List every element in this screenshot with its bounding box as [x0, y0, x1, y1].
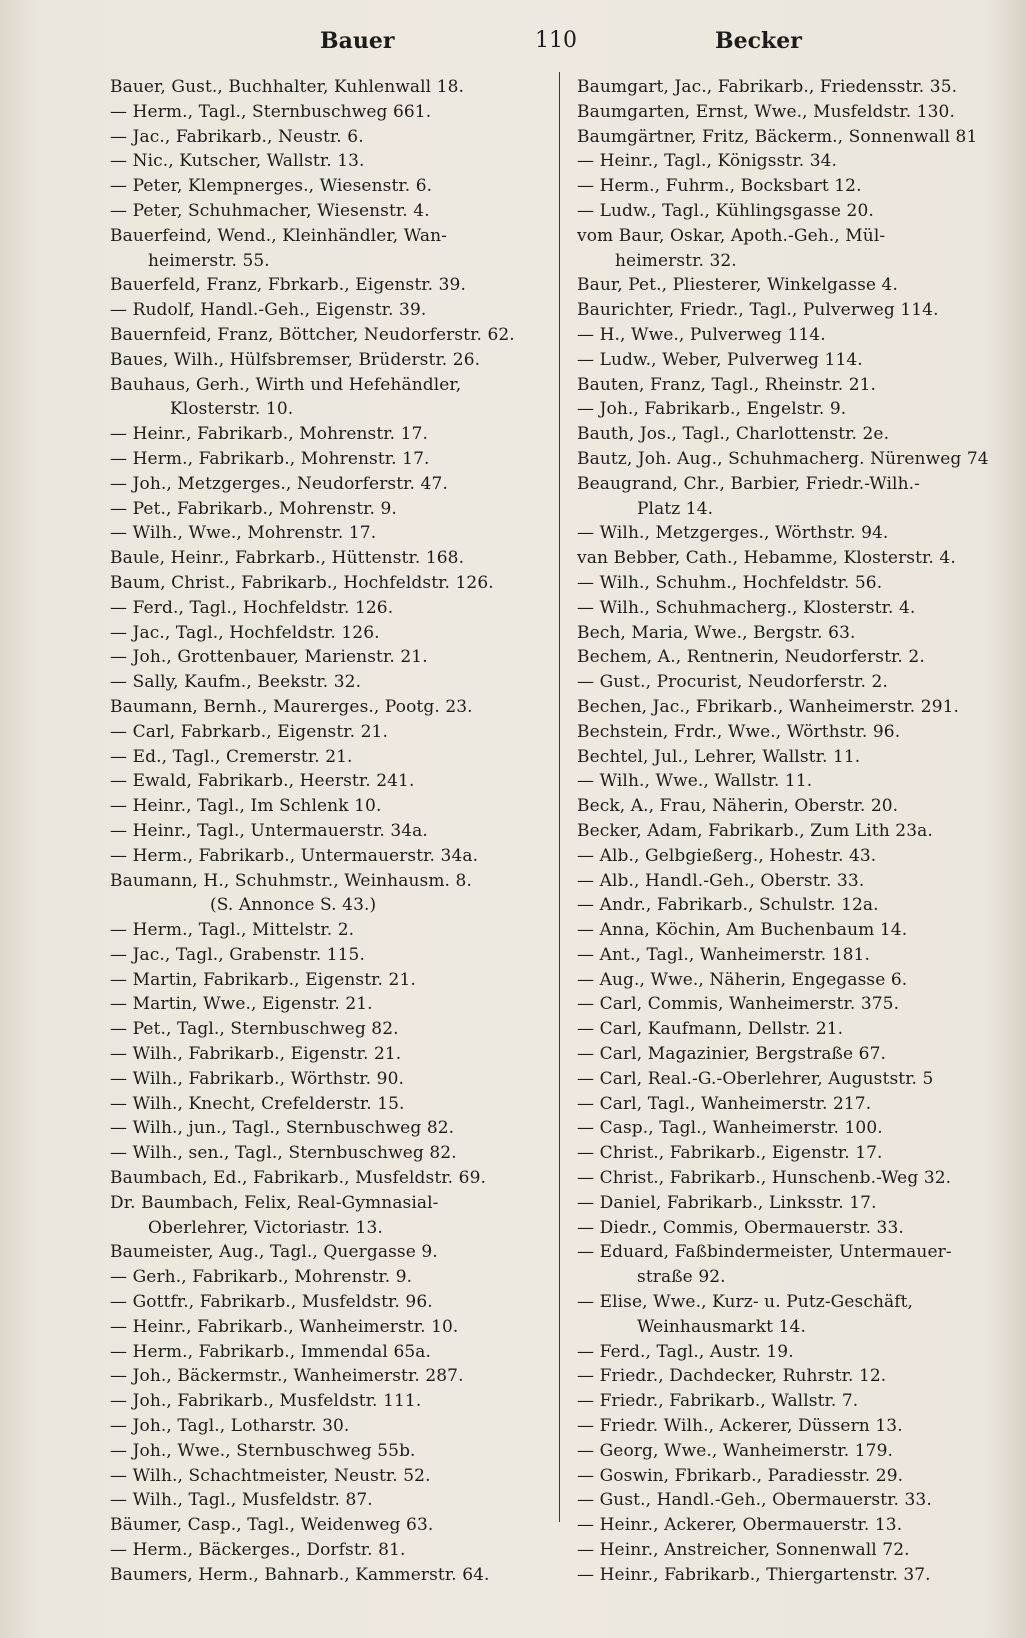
directory-entry: Bautz, Joh. Aug., Schuhmacherg. Nürenweg 74 — [577, 448, 989, 469]
directory-entry: — Wilh., Schuhmacherg., Klosterstr. 4. — [577, 597, 916, 618]
directory-entry: — Carl, Tagl., Wanheimerstr. 217. — [577, 1093, 872, 1114]
directory-entry: Baumbach, Ed., Fabrikarb., Musfeldstr. 69. — [110, 1168, 486, 1189]
directory-entry: — Wilh., Schuhm., Hochfeldstr. 56. — [577, 572, 883, 593]
directory-entry: — Peter, Klempnerges., Wiesenstr. 6. — [110, 176, 433, 197]
directory-entry: heimerstr. 32. — [615, 250, 737, 271]
directory-entry: — Jac., Fabrikarb., Neustr. 6. — [110, 126, 364, 147]
directory-entry: — Herm., Fabrikarb., Mohrenstr. 17. — [110, 448, 430, 469]
directory-entry: — Wilh., jun., Tagl., Sternbuschweg 82. — [110, 1118, 455, 1139]
directory-entry: — Herm., Fuhrm., Bocksbart 12. — [577, 176, 862, 197]
directory-entry: Baumann, H., Schuhmstr., Weinhausm. 8. — [110, 870, 472, 891]
header-left-keyword: Bauer — [320, 28, 395, 54]
directory-entry: — Friedr., Fabrikarb., Wallstr. 7. — [577, 1391, 859, 1412]
directory-entry: — Joh., Tagl., Lotharstr. 30. — [110, 1416, 350, 1437]
directory-entry: — Sally, Kaufm., Beekstr. 32. — [110, 672, 362, 693]
directory-entry: Baumers, Herm., Bahnarb., Kammerstr. 64. — [110, 1564, 490, 1585]
column-divider — [559, 72, 560, 1522]
directory-entry: Bauerfeld, Franz, Fbrkarb., Eigenstr. 39. — [110, 275, 466, 296]
directory-entry: — Martin, Wwe., Eigenstr. 21. — [110, 994, 373, 1015]
directory-entry: — Ant., Tagl., Wanheimerstr. 181. — [577, 944, 870, 965]
directory-entry: — Ludw., Weber, Pulverweg 114. — [577, 349, 863, 370]
directory-entry: Bauerfeind, Wend., Kleinhändler, Wan- — [110, 225, 447, 246]
directory-entry: — Carl, Kaufmann, Dellstr. 21. — [577, 1019, 844, 1040]
directory-entry: — Carl, Commis, Wanheimerstr. 375. — [577, 994, 900, 1015]
directory-entry: — Wilh., Wwe., Mohrenstr. 17. — [110, 523, 377, 544]
directory-entry: — Rudolf, Handl.-Geh., Eigenstr. 39. — [110, 300, 427, 321]
directory-entry: — Gust., Handl.-Geh., Obermauerstr. 33. — [577, 1490, 932, 1511]
directory-entry: — Elise, Wwe., Kurz- u. Putz-Geschäft, — [577, 1292, 914, 1313]
directory-entry: — Martin, Fabrikarb., Eigenstr. 21. — [110, 969, 416, 990]
directory-entry: — Herm., Fabrikarb., Immendal 65a. — [110, 1341, 432, 1362]
directory-entry: — Heinr., Fabrikarb., Wanheimerstr. 10. — [110, 1316, 459, 1337]
directory-entry: — Peter, Schuhmacher, Wiesenstr. 4. — [110, 200, 430, 221]
directory-entry: — Friedr. Wilh., Ackerer, Düssern 13. — [577, 1416, 903, 1437]
directory-entry: — Casp., Tagl., Wanheimerstr. 100. — [577, 1118, 883, 1139]
directory-entry: — Diedr., Commis, Obermauerstr. 33. — [577, 1217, 904, 1238]
directory-entry: — Carl, Fabrkarb., Eigenstr. 21. — [110, 721, 388, 742]
directory-entry: heimerstr. 55. — [148, 250, 270, 271]
directory-entry: — H., Wwe., Pulverweg 114. — [577, 324, 826, 345]
directory-entry: — Aug., Wwe., Näherin, Engegasse 6. — [577, 969, 908, 990]
directory-entry: Bauer, Gust., Buchhalter, Kuhlenwall 18. — [110, 77, 465, 97]
directory-entry: — Eduard, Faßbindermeister, Untermauer- — [577, 1242, 952, 1263]
directory-entry: straße 92. — [637, 1267, 726, 1288]
directory-entry: — Gust., Procurist, Neudorferstr. 2. — [577, 672, 888, 693]
directory-entry: — Wilh., Fabrikarb., Wörthstr. 90. — [110, 1068, 405, 1089]
directory-entry: — Ferd., Tagl., Hochfeldstr. 126. — [110, 597, 394, 618]
directory-entry: — Jac., Tagl., Hochfeldstr. 126. — [110, 622, 380, 643]
directory-entry: Platz 14. — [637, 498, 714, 519]
header-right-keyword: Becker — [715, 28, 802, 54]
directory-entry: — Heinr., Tagl., Königsstr. 34. — [577, 151, 838, 172]
directory-entry: Baur, Pet., Pliesterer, Winkelgasse 4. — [577, 275, 898, 296]
directory-entry: vom Baur, Oskar, Apoth.-Geh., Mül- — [577, 225, 886, 246]
directory-entry: Bauth, Jos., Tagl., Charlottenstr. 2e. — [577, 424, 890, 445]
directory-entry: — Wilh., Tagl., Musfeldstr. 87. — [110, 1490, 373, 1511]
directory-entry: — Wilh., Wwe., Wallstr. 11. — [577, 771, 813, 792]
directory-entry: — Herm., Bäckerges., Dorfstr. 81. — [110, 1540, 406, 1561]
directory-entry: — Heinr., Fabrikarb., Thiergartenstr. 37. — [577, 1564, 931, 1585]
directory-entry: — Ewald, Fabrikarb., Heerstr. 241. — [110, 771, 415, 792]
directory-entry: — Gerh., Fabrikarb., Mohrenstr. 9. — [110, 1267, 413, 1288]
directory-entry: — Heinr., Fabrikarb., Mohrenstr. 17. — [110, 424, 429, 445]
directory-entry: Baumeister, Aug., Tagl., Quergasse 9. — [110, 1242, 438, 1263]
directory-entry: — Herm., Fabrikarb., Untermauerstr. 34a. — [110, 845, 479, 866]
directory-entry: Bauhaus, Gerh., Wirth und Hefehändler, — [110, 374, 462, 395]
directory-entry: — Pet., Tagl., Sternbuschweg 82. — [110, 1019, 399, 1040]
directory-entry: — Gottfr., Fabrikarb., Musfeldstr. 96. — [110, 1292, 433, 1313]
directory-entry: — Wilh., Knecht, Crefelderstr. 15. — [110, 1093, 405, 1114]
directory-entry: — Ferd., Tagl., Austr. 19. — [577, 1341, 794, 1362]
directory-entry: — Joh., Fabrikarb., Musfeldstr. 111. — [110, 1391, 422, 1412]
directory-entry: — Pet., Fabrikarb., Mohrenstr. 9. — [110, 498, 397, 519]
directory-entry: — Wilh., sen., Tagl., Sternbuschweg 82. — [110, 1143, 457, 1164]
directory-entry: — Herm., Tagl., Sternbuschweg 661. — [110, 101, 432, 122]
directory-entry: Baurichter, Friedr., Tagl., Pulverweg 114. — [577, 300, 939, 321]
directory-entry: Baumgärtner, Fritz, Bäckerm., Sonnenwall 81 — [577, 126, 978, 147]
directory-entry: — Nic., Kutscher, Wallstr. 13. — [110, 151, 365, 172]
directory-entry: Klosterstr. 10. — [170, 399, 294, 420]
directory-entry: — Ed., Tagl., Cremerstr. 21. — [110, 746, 353, 767]
directory-entry: Becker, Adam, Fabrikarb., Zum Lith 23a. — [577, 820, 933, 841]
directory-entry: Oberlehrer, Victoriastr. 13. — [148, 1217, 383, 1238]
directory-entry: — Friedr., Dachdecker, Ruhrstr. 12. — [577, 1366, 887, 1387]
directory-entry: — Joh., Wwe., Sternbuschweg 55b. — [110, 1440, 416, 1461]
directory-entry: Bauten, Franz, Tagl., Rheinstr. 21. — [577, 374, 877, 395]
directory-entry: — Daniel, Fabrikarb., Linksstr. 17. — [577, 1192, 877, 1213]
directory-entry: — Joh., Grottenbauer, Marienstr. 21. — [110, 647, 428, 668]
directory-entry: — Ludw., Tagl., Kühlingsgasse 20. — [577, 200, 874, 221]
directory-entry: — Heinr., Ackerer, Obermauerstr. 13. — [577, 1515, 903, 1536]
directory-entry: Beck, A., Frau, Näherin, Oberstr. 20. — [577, 796, 899, 817]
directory-entry: Bechen, Jac., Fbrikarb., Wanheimerstr. 291. — [577, 696, 960, 717]
directory-entry: (S. Annonce S. 43.) — [210, 895, 377, 916]
directory-entry: — Anna, Köchin, Am Buchenbaum 14. — [577, 920, 908, 941]
directory-entry: — Alb., Handl.-Geh., Oberstr. 33. — [577, 870, 865, 891]
directory-entry: Dr. Baumbach, Felix, Real-Gymnasial- — [110, 1192, 439, 1213]
directory-entry: — Joh., Fabrikarb., Engelstr. 9. — [577, 399, 847, 420]
directory-entry: — Carl, Real.-G.-Oberlehrer, Auguststr. 5 — [577, 1068, 934, 1089]
directory-entry: Bechem, A., Rentnerin, Neudorferstr. 2. — [577, 647, 925, 668]
directory-entry: — Goswin, Fbrikarb., Paradiesstr. 29. — [577, 1465, 904, 1486]
directory-entry: van Bebber, Cath., Hebamme, Klosterstr. 4. — [577, 548, 956, 569]
directory-entry: — Carl, Magazinier, Bergstraße 67. — [577, 1044, 887, 1065]
directory-entry: — Heinr., Tagl., Im Schlenk 10. — [110, 796, 382, 817]
directory-entry: Bechstein, Frdr., Wwe., Wörthstr. 96. — [577, 721, 901, 742]
directory-entry: Weinhausmarkt 14. — [637, 1316, 806, 1337]
directory-entry: Bäumer, Casp., Tagl., Weidenweg 63. — [110, 1515, 434, 1536]
directory-entry: — Christ., Fabrikarb., Hunschenb.-Weg 32. — [577, 1168, 952, 1189]
directory-entry: — Joh., Bäckermstr., Wanheimerstr. 287. — [110, 1366, 464, 1387]
directory-entry: — Heinr., Anstreicher, Sonnenwall 72. — [577, 1540, 910, 1561]
directory-entry: Baumgart, Jac., Fabrikarb., Friedensstr. 35. — [577, 77, 958, 97]
directory-entry: Bechtel, Jul., Lehrer, Wallstr. 11. — [577, 746, 861, 767]
directory-entry: — Heinr., Tagl., Untermauerstr. 34a. — [110, 820, 428, 841]
directory-entry: Baues, Wilh., Hülfsbremser, Brüderstr. 26. — [110, 349, 481, 370]
directory-entry: — Jac., Tagl., Grabenstr. 115. — [110, 944, 365, 965]
page-header — [110, 28, 1000, 58]
directory-entry: — Joh., Metzgerges., Neudorferstr. 47. — [110, 473, 448, 494]
directory-entry: Baum, Christ., Fabrikarb., Hochfeldstr. 126. — [110, 572, 494, 593]
directory-entry: — Herm., Tagl., Mittelstr. 2. — [110, 920, 355, 941]
directory-entry: — Wilh., Schachtmeister, Neustr. 52. — [110, 1465, 431, 1486]
directory-entry: — Wilh., Metzgerges., Wörthstr. 94. — [577, 523, 889, 544]
directory-entry: Baumgarten, Ernst, Wwe., Musfeldstr. 130. — [577, 101, 955, 122]
directory-entry: Beaugrand, Chr., Barbier, Friedr.-Wilh.- — [577, 473, 920, 494]
directory-entry: — Alb., Gelbgießerg., Hohestr. 43. — [577, 845, 877, 866]
directory-entry: — Andr., Fabrikarb., Schulstr. 12a. — [577, 895, 879, 916]
right-column — [577, 75, 1007, 1588]
page-number: 110 — [535, 28, 577, 53]
left-column — [110, 75, 550, 1588]
directory-entry: Baumann, Bernh., Maurerges., Pootg. 23. — [110, 696, 473, 717]
directory-entry: Bauernfeid, Franz, Böttcher, Neudorferstr. 62. — [110, 324, 515, 345]
directory-entry: Bech, Maria, Wwe., Bergstr. 63. — [577, 622, 856, 643]
directory-entry: — Christ., Fabrikarb., Eigenstr. 17. — [577, 1143, 883, 1164]
directory-entry: — Georg, Wwe., Wanheimerstr. 179. — [577, 1440, 893, 1461]
directory-entry: Baule, Heinr., Fabrkarb., Hüttenstr. 168. — [110, 548, 465, 569]
directory-entry: — Wilh., Fabrikarb., Eigenstr. 21. — [110, 1044, 402, 1065]
